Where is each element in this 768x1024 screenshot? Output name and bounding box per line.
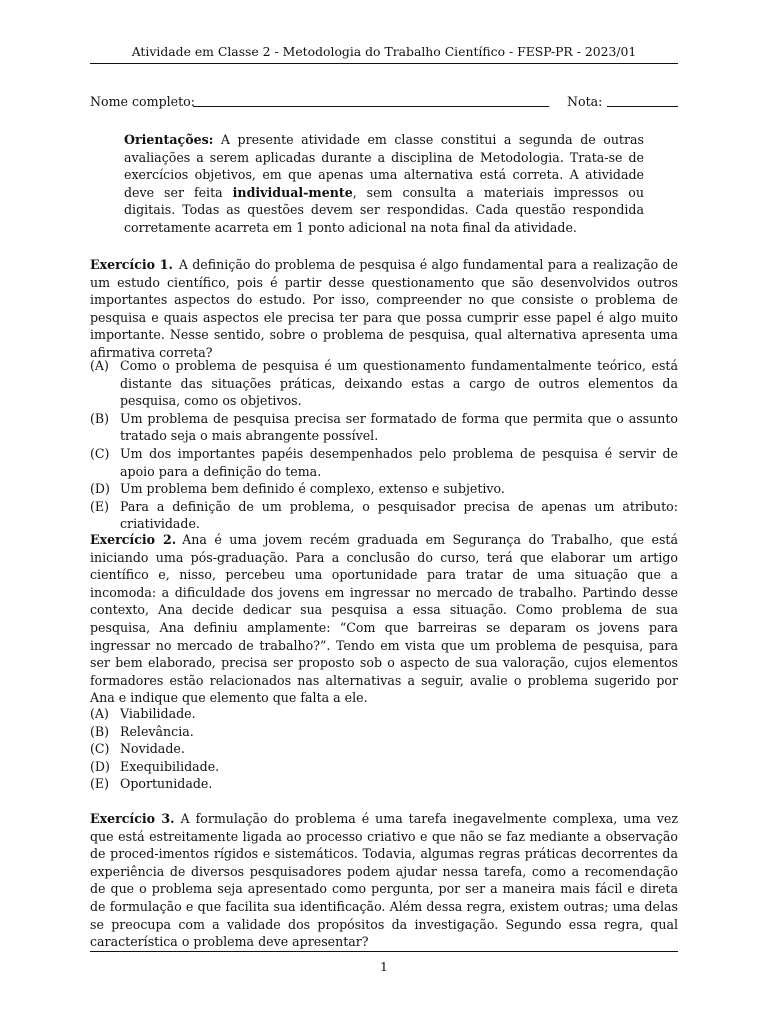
- exercise-2-option-b: (B) Relevância.: [90, 723, 194, 739]
- name-label: Nome completo:: [90, 94, 196, 109]
- exercise-1-option-b: (B) Um problema de pesquisa precisa ser formatado de forma que permita que o assunto tratado seja o mais abrangente possível.: [90, 410, 678, 444]
- exercise-1-option-a: (A) Como o problema de pesquisa é um questionamento fundamentalmente teórico, está distante das situações práticas, deixando estas a cargo de outros elementos da pesquisa, como os objetivos.: [90, 358, 678, 409]
- exercise-2-title: Exercício 2.: [90, 532, 177, 547]
- exercise-1-option-d: (D) Um problema bem definido é complexo, extenso e subjetivo.: [90, 481, 505, 497]
- grade-blank-line: [607, 106, 678, 107]
- exercise-1-text: A definição do problema de pesquisa é algo fundamental para a realização de um estudo científico, pois é partir desse questionamento que são desenvolvidos outros importantes aspectos do estudo. Por isso, compreender no que consiste o problema de pesquisa e quais aspectos ele precisa ter para que possa cumprir esse papel é algo muito importante. Nesse sentido, sobre o problema de pesquisa, qual alternativa apresenta uma afirmativa correta?: [90, 257, 678, 360]
- exercise-2-option-e: (E) Oportunidade.: [90, 776, 213, 792]
- page-number: 1: [380, 959, 388, 974]
- exercise-1-title: Exercício 1.: [90, 257, 173, 272]
- exercise-1-option-c: (C) Um dos importantes papéis desempenhados pelo problema de pesquisa é servir de apoio para a definição do tema.: [90, 445, 678, 479]
- exercise-3-text: A formulação do problema é uma tarefa inegavelmente complexa, uma vez que está estreitamente ligada ao processo criativo e que não se faz mediante a observação de proced-imentos rígidos e sistemáticos. Todavia, algumas regras práticas decorrentes da experiência de diversos pesquisadores podem ajudar nessa tarefa, como a recomendação de que o problema seja apresentado como pergunta, por ser a maneira mais fácil e direta de formulação e que facilita sua identificação. Além dessa regra, existem outras; uma delas se preocupa com a validade dos propósitos da investigação. Segundo essa regra, qual característica o problema deve apresentar?: [90, 811, 678, 950]
- exercise-2-option-d: (D) Exequibilidade.: [90, 758, 220, 774]
- grade-label: Nota:: [567, 94, 603, 109]
- orientation-emphasis: individual-mente: [232, 184, 353, 200]
- orientation-paragraph: [124, 131, 644, 237]
- orientation-text-before: A presente atividade em classe constitui a segunda de outras avaliações a serem aplicadas durante a disciplina de Metodologia. Trata-se de exercícios objetivos, em que apenas uma alternativa está correta. A atividade deve ser feita: [124, 132, 644, 200]
- exercise-3: [90, 810, 678, 951]
- exercise-2-option-a: (A) Viabilidade.: [90, 706, 196, 721]
- exercise-2-options: [90, 705, 678, 793]
- exercise-2-option-c: (C) Novidade.: [90, 741, 185, 757]
- header-rule: [90, 63, 678, 64]
- footer-rule: [90, 951, 678, 952]
- orientation-label: Orientações:: [124, 132, 214, 147]
- exercise-3-title: Exercício 3.: [90, 811, 175, 826]
- exercise-2: [90, 531, 678, 707]
- orientation-text-after: , sem consulta a materiais impressos ou digitais. Todas as questões devem ser respondidas. Cada questão respondida corretamente acarreta em 1 ponto adicional na nota final da atividade.: [124, 184, 644, 235]
- page-header: Atividade em Classe 2 - Metodologia do Trabalho Científico - FESP-PR - 2023/01: [131, 44, 637, 59]
- student-info-row: [90, 93, 678, 111]
- exercise-2-text: Ana é uma jovem recém graduada em Segurança do Trabalho, que está iniciando uma pós-graduação. Para a conclusão do curso, terá que elaborar um artigo científico e, nisso, percebeu uma oportunidade para tratar de uma situação que a incomoda: a dificuldade dos jovens em ingressar no mercado de trabalho. Partindo desse contexto, Ana decide dedicar sua pesquisa a essa situação. Como problema de sua pesquisa, Ana definiu amplamente: “Com que barreiras se deparam os jovens para ingressar no mercado de trabalho?”. Tendo em vista que um problema de pesquisa, para ser bem elaborado, precisa ser proposto sob o aspecto de sua valoração, cujos elementos formadores estão relacionados nas alternativas a seguir, avalie o problema sugerido por Ana e indique que elemento que falta a ele.: [90, 532, 678, 706]
- exercise-1-option-e: (E) Para a definição de um problema, o pesquisador precisa de apenas um atributo: criatividade.: [90, 498, 678, 532]
- exercise-1-options: [90, 357, 678, 533]
- exercise-1: [90, 256, 678, 362]
- name-blank-line: [193, 106, 549, 107]
